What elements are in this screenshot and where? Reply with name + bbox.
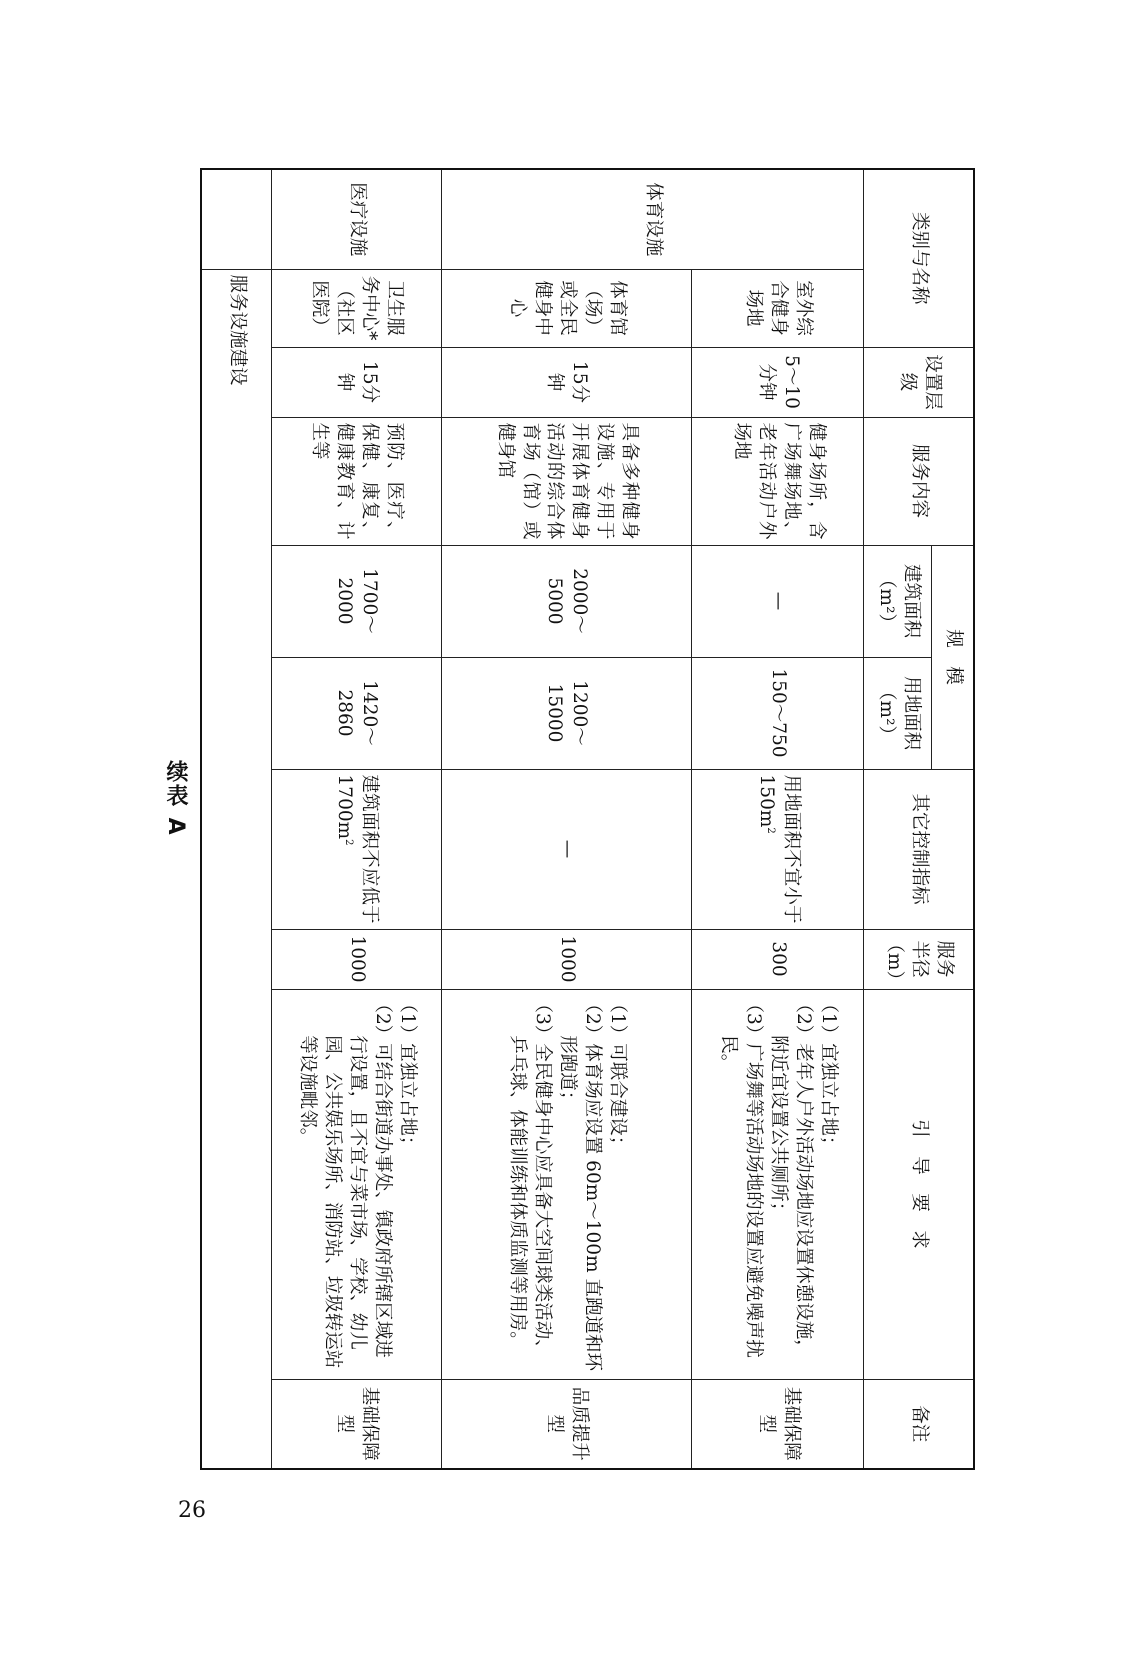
header-building-area <box>864 545 932 657</box>
row-radius: 300 <box>692 929 864 989</box>
row-building-area: 2000～5000 <box>441 545 691 657</box>
row-note: 基础保障型 <box>271 1379 441 1469</box>
group-service: 服务设施建设 <box>201 269 271 1469</box>
page-number: 26 <box>178 1498 206 1523</box>
row-other <box>692 769 864 929</box>
row-radius: 1000 <box>271 929 441 989</box>
requirement-item: （3）全民健身中心应具备大空间球类活动、乒乓球、体能训练和体质监测等用房。 <box>507 994 554 1358</box>
group-sports: 体育设施 <box>441 169 864 269</box>
row-land-area: 150～750 <box>692 657 864 769</box>
header-row-1 <box>932 169 974 1469</box>
header-other: 其它控制指标 <box>864 769 974 929</box>
row-land-area: 1420～2860 <box>271 657 441 769</box>
row-content: 预防、医疗、保健、康复、健康教育、计生等 <box>271 417 441 545</box>
row-other-text: — <box>556 839 578 859</box>
requirement-item: （2）体育场应设置 60m～100m 直跑道和环形跑道； <box>556 994 603 1372</box>
header-category: 类别与名称 <box>864 169 974 347</box>
requirement-item: （3）广场舞等活动场地的设置应避免噪声扰民。 <box>718 994 765 1358</box>
row-level: 15分钟 <box>271 347 441 417</box>
table-title: 续表 A <box>163 760 188 837</box>
header-level: 设置层级 <box>864 347 974 417</box>
requirement-item: （2）老年人户外活动场地应设置休憩设施，附近宜设置公共厕所； <box>768 994 815 1358</box>
row-note: 品质提升型 <box>441 1379 691 1469</box>
row-requirements <box>271 989 441 1379</box>
row-content: 具备多种健身设施、专用于开展体育健身活动的综合体育场（馆）或健身馆 <box>441 417 691 545</box>
row-other-sup: 2 <box>764 827 776 834</box>
table-row <box>441 169 691 1469</box>
header-radius <box>864 929 974 989</box>
header-building-label: 建筑面积 <box>900 564 922 639</box>
header-land-label: 用地面积 <box>900 676 922 751</box>
header-radius-unit: （m） <box>884 934 906 990</box>
group-medical: 医疗设施 <box>271 169 441 269</box>
row-other-text: 建筑面积不应低于1700m <box>334 774 381 924</box>
header-scale: 规 模 <box>932 545 974 769</box>
facility-table <box>200 168 975 1470</box>
row-building-area: — <box>692 545 864 657</box>
table-row <box>271 169 441 1469</box>
row-other-text: 用地面积不宜小于150m <box>755 774 802 924</box>
requirement-item: （1）宜独立占地； <box>818 994 840 1155</box>
rotated-table <box>200 168 975 1468</box>
row-content: 健身场所，含广场舞场地、老年活动户外场地 <box>692 417 864 545</box>
row-other-sup: 2 <box>343 839 355 846</box>
row-name: 体育馆（场）或全民健身中心 <box>441 269 691 347</box>
row-other <box>441 769 691 929</box>
group-service-spacer <box>201 169 271 269</box>
row-level: 15分钟 <box>441 347 691 417</box>
row-requirements <box>692 989 864 1379</box>
table-row <box>692 169 864 1469</box>
header-note: 备注 <box>864 1379 974 1469</box>
row-name: 卫生服务中心*（社区医院） <box>271 269 441 347</box>
row-radius: 1000 <box>441 929 691 989</box>
section-row <box>201 169 271 1469</box>
header-guide: 引 导 要 求 <box>864 989 974 1379</box>
row-name: 室外综合健身场地 <box>692 269 864 347</box>
header-land-area <box>864 657 932 769</box>
requirement-item: （1）可联合建设； <box>606 994 628 1155</box>
header-content: 服务内容 <box>864 417 974 545</box>
row-level: 5～10分钟 <box>692 347 864 417</box>
row-note: 基础保障型 <box>692 1379 864 1469</box>
header-building-unit: （m²） <box>875 570 897 632</box>
rotated-table-frame <box>200 168 975 1468</box>
row-land-area: 1200～15000 <box>441 657 691 769</box>
header-land-unit: （m²） <box>875 682 897 744</box>
header-radius-label: 服务半径 <box>909 940 956 978</box>
row-requirements <box>441 989 691 1379</box>
requirement-item: （1）宜独立占地； <box>396 994 418 1155</box>
row-other <box>271 769 441 929</box>
row-building-area: 1700～2000 <box>271 545 441 657</box>
requirement-item: （2）可结合街道办事处、镇政府所辖区域进行设置，且不宜与菜市场、学校、幼儿园、公共娱乐场所、消防站、垃圾转运站等设施毗邻。 <box>296 994 393 1369</box>
